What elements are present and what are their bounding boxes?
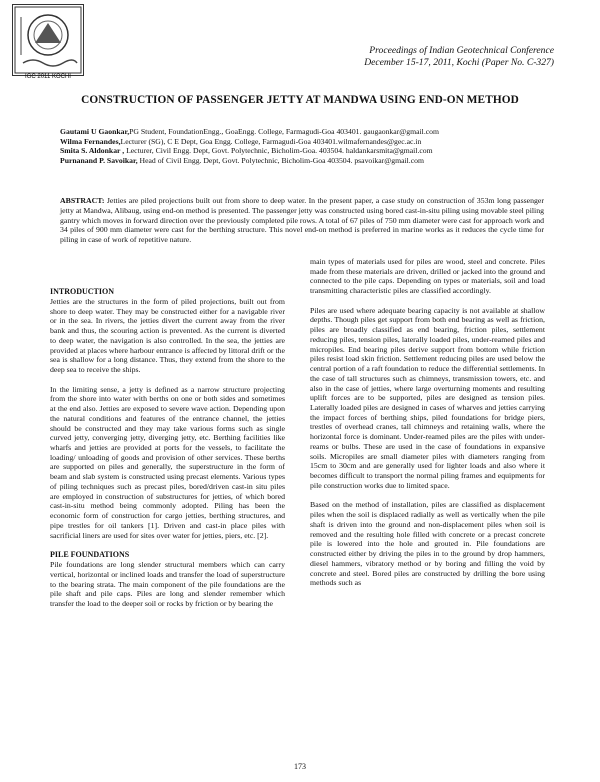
paragraph: Piles are used where adequate bearing capacity is not available at shallow depths. Though piles get support from both end bearing as well as friction, piles are broadly classified as end bearing, friction piles, settlement reducing piles, tension piles, laterally loaded piles, under-reamed piles and micropiles. End bearing piles derive support from bottom while friction piles resist load skin friction. Settlement reducing piles are used below the central portion of a raft foundation to reduce the differential settlements. In the case of tall structures such as chimneys, transmission towers, etc. and also in the case of jetties, where large overturning moments and resulting uplift forces are to be supported, piles are designed as tension piles. Laterally loaded piles are designed in cases of wharves and jetties carrying the impact forces of berthing ships, piled foundations for bridge piers, trestles of overhead cranes, tall chimneys and retaining walls, where the horizontal force is dominant. Under-reamed piles are the piles with under-reams or bulbs. These are used in the case of foundations in expansive soils. Micropiles are small diameter piles with diameters ranging from 15cm to 30cm and are generally used for lighter loads and also where it becomes difficult to transport the normal piling frames and equipments for pile construction works due to limited space.: [310, 305, 545, 490]
conference-header: [364, 45, 554, 69]
paragraph: In the limiting sense, a jetty is defined as a narrow structure projecting from the shore into water with berths on one or both sides and sometimes at the end also. Jetties are exposed to severe wave action. Depending upon the natural conditions and features of the entrance channel, the jetties should be constructed and they may take various forms such as single curved jetty, converging jetty, diverging jetty, etc. Berthing facilities like wharfs and jetties are provided at ports for the vessels, to facilitate the loading/ unloading of goods and provision of other services. These berths are supported on piles and generally, the superstructure in the form of beam and slab system is constructed using precast elements. Various types of piling techniques such as precast piles, bored/driven cast-in situ piles are employed in construction of substructures for jetties, of which bored cast-in-situ method being commonly adopted. Piling has been the economic form of construction for cargo jetties, berthing structures, and pipe trestles for oil tankers [1]. Driven and cast-in place piles with sacrificial liners are used for sites over water for jetties, piers, etc. [2].: [50, 384, 285, 540]
abstract: [60, 196, 544, 245]
author-entry: [60, 156, 439, 166]
author-name: Smita S. Aldonkar ,: [60, 146, 125, 156]
left-column: [50, 287, 285, 619]
conference-logo: [12, 4, 84, 76]
conference-name: Proceedings of Indian Geotechnical Conference: [369, 45, 554, 56]
paragraph: Pile foundations are long slender structural members which can carry vertical, horizontal or inclined loads and transfer the load of superstructure to the bearing strata. The main component of the pile foundations are the pile shaft and pile caps. Piles are long and slender remember which transfer the load to the deeper soil or rocks by friction or by bearing the: [50, 560, 285, 609]
author-affiliation: Lecturer, Civil Engg. Dept, Govt. Polytechnic, Bicholim-Goa. 403504. haldankarsmita@gmail.com: [124, 146, 433, 156]
author-name: Purnanand P. Savoikar,: [60, 155, 138, 165]
author-entry: [60, 127, 439, 137]
author-affiliation: Lecturer (SG), C E Dept, Goa Engg. College, Farmagudi-Goa 403401.wilmafernandes@gec.ac.in: [120, 136, 422, 146]
author-affiliation: PG Student, FoundationEngg., GoaEngg. College, Farmagudi-Goa 403401. gaugaonkar@gmail.com: [129, 127, 439, 136]
page-number: 173: [294, 762, 306, 771]
abstract-text: Jetties are piled projections built out from shore to deep water. In the present paper, a case study on construction of 353m long passenger jetty at Mandwa, Alibaug, using end-on method is presented. The passenger jetty was constructed using bored cast-in-situ piling using movable steel piling gantry which moves in forward direction over the previously completed pile rows. A total of 67 piles of 750 mm diameter were cast for approach work and 34 piles of 900 mm diameter were cast for the berthing structure. This novel end-on method is preferred in marine works as it reduces the cycle time for piling in case of work of repetitive nature.: [60, 196, 544, 245]
logo-caption: IGC 2011 KOCHI: [25, 74, 71, 80]
section-heading-pile-foundations: PILE FOUNDATIONS: [50, 550, 130, 560]
author-list: [60, 127, 439, 165]
conference-date-paper: December 15-17, 2011, Kochi (Paper No. C-327): [364, 57, 554, 68]
author-name: Gautami U Gaonkar,: [60, 127, 130, 136]
paper-title: CONSTRUCTION OF PASSENGER JETTY AT MANDWA USING END-ON METHOD: [81, 94, 519, 106]
right-column: [310, 257, 545, 598]
section-heading-introduction: INTRODUCTION: [50, 287, 115, 296]
author-entry: [60, 137, 439, 147]
paragraph: main types of materials used for piles are wood, steel and concrete. Piles made from these materials are driven, drilled or jacked into the ground and connected to the pile caps. Depending on types or materials, soil and load transmitting characteristic piles are classified accordingly.: [310, 257, 545, 296]
paragraph: Based on the method of installation, piles are classified as displacement piles when the soil is displaced radially as well as vertically when the pile shaft is driven into the ground and non-displacement piles when soil is removed and the resulting hole filled with concrete or a precast concrete pile is lowered into the hole and grouted in. Pile foundations are constructed either by driving the piles in to the ground by drop hammers, diesel hammers, vibratory method or by boring and filling the void by concrete and steel. Bored piles are constructed by drilling the bore using methods such as: [310, 500, 545, 588]
author-name: Wilma Fernandes,: [60, 136, 121, 146]
igc-conference-logo-icon: [13, 5, 83, 75]
author-entry: [60, 146, 439, 156]
abstract-label: ABSTRACT:: [60, 196, 105, 205]
paragraph: Jetties are the structures in the form of piled projections, built out from shore to deep water. They may be constructed either for a navigable river or in the sea. In rivers, the jetties divert the current away from the river bank and thus, the scouring action is prevented. As the current is diverted to deep water, the navigation is also controlled. In the sea, the jetties are provided at places where harbour entrance is affected by littoral drift or the sea is shallow for a long distance. Thus, they extend from the shore to the deep sea to receive the ships.: [50, 297, 285, 375]
author-affiliation: Head of Civil Engg. Dept, Govt. Polytechnic, Bicholim-Goa 403504. psavoikar@gmail.com: [137, 155, 424, 165]
